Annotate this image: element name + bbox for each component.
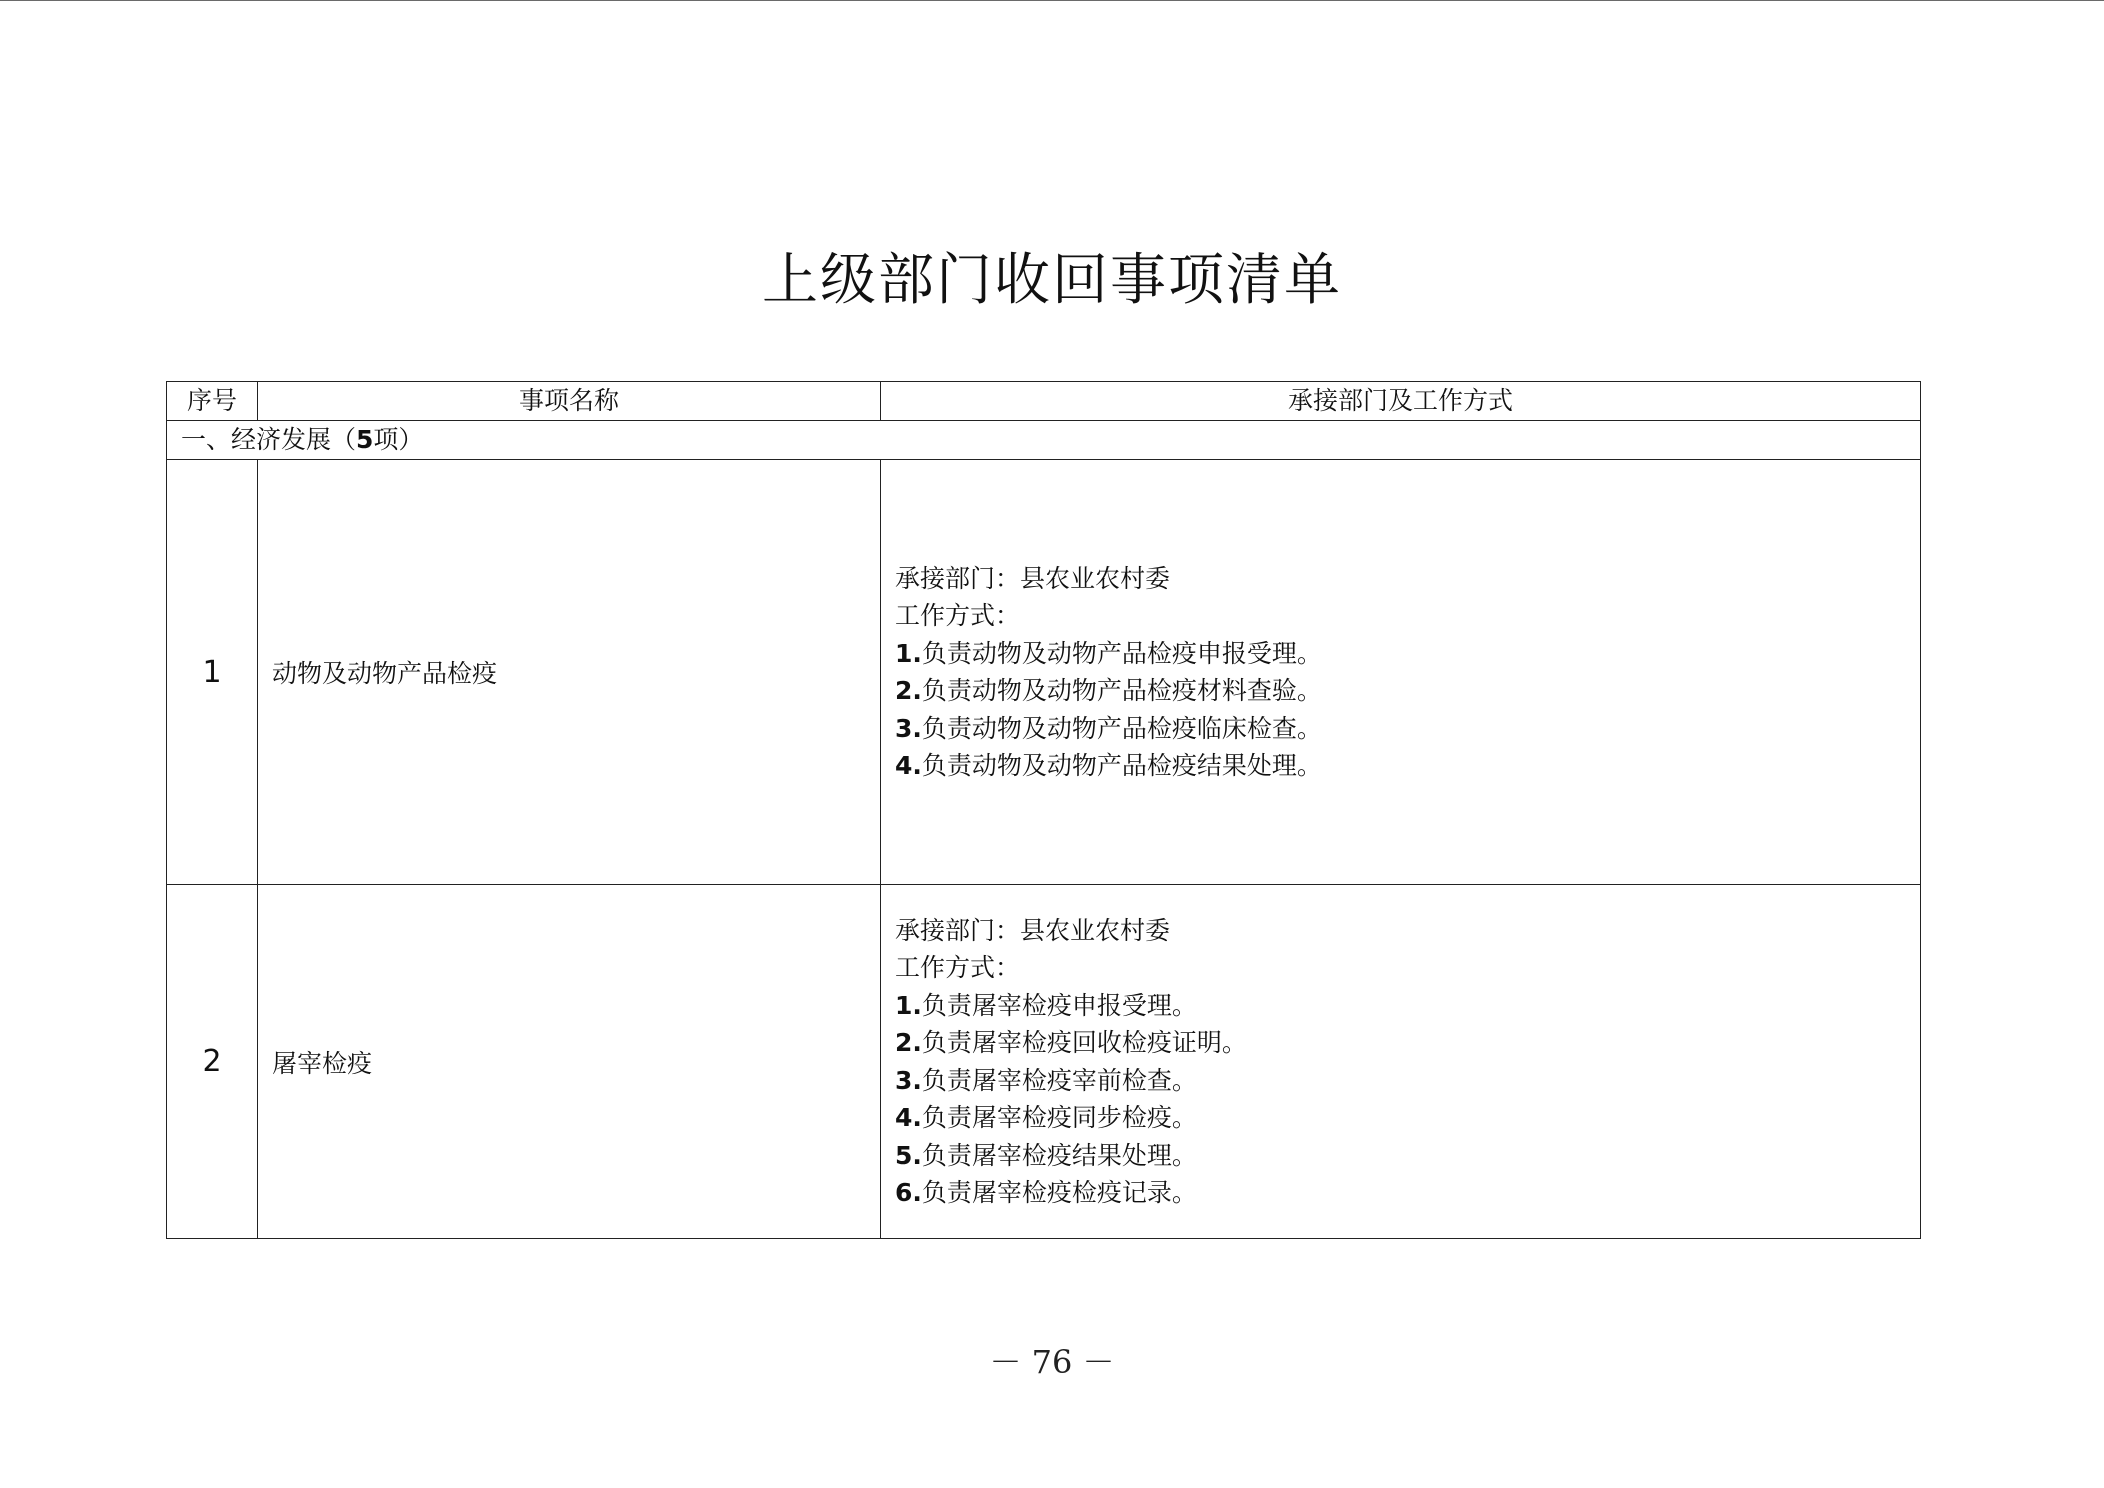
method-label: 工作方式： <box>895 953 1021 982</box>
row-item-name: 动物及动物产品检疫 <box>258 460 881 885</box>
method-step <box>895 747 1920 785</box>
top-border-line <box>0 0 2104 1</box>
header-seq: 序号 <box>167 382 258 421</box>
step-text: 负责屠宰检疫申报受理。 <box>921 990 1197 1020</box>
page-title: 上级部门收回事项清单 <box>762 248 1342 313</box>
category-prefix: 一、经济发展（ <box>181 425 357 454</box>
step-number: 4. <box>895 751 922 780</box>
row-seq: 2 <box>167 885 258 1239</box>
method-label: 工作方式： <box>895 601 1021 630</box>
step-number: 2. <box>895 676 922 705</box>
table-row <box>167 885 1921 1239</box>
method-step <box>895 672 1920 710</box>
method-step <box>895 710 1920 748</box>
step-text: 负责动物及动物产品检疫材料查验。 <box>921 676 1322 705</box>
method-step <box>895 635 1920 673</box>
header-item-name: 事项名称 <box>258 382 881 421</box>
step-number: 5. <box>895 1140 922 1170</box>
category-row <box>167 421 1921 460</box>
method-step <box>895 1024 1920 1062</box>
header-dept-method: 承接部门及工作方式 <box>881 382 1921 421</box>
row-seq: 1 <box>167 460 258 885</box>
method-step <box>895 1099 1920 1137</box>
table-row <box>167 460 1921 885</box>
row-dept-method <box>881 460 1921 885</box>
step-number: 1. <box>895 990 922 1020</box>
step-text: 负责动物及动物产品检疫申报受理。 <box>921 638 1322 668</box>
items-table <box>166 381 1921 1239</box>
method-step <box>895 1062 1920 1100</box>
category-label <box>167 421 1921 460</box>
step-text: 负责动物及动物产品检疫结果处理。 <box>921 751 1322 780</box>
row-item-name: 屠宰检疫 <box>258 885 881 1239</box>
method-step <box>895 987 1920 1025</box>
method-step <box>895 1174 1920 1212</box>
dept-line: 承接部门：县农业农村委 <box>895 915 1171 945</box>
step-text: 负责屠宰检疫同步检疫。 <box>921 1103 1197 1132</box>
table-header-row <box>167 382 1921 421</box>
step-text: 负责屠宰检疫回收检疫证明。 <box>921 1028 1247 1057</box>
step-number: 3. <box>895 1065 922 1095</box>
page-number: － 76 － <box>989 1343 1115 1381</box>
step-number: 3. <box>895 713 922 743</box>
step-text: 负责屠宰检疫检疫记录。 <box>921 1178 1197 1207</box>
row-dept-method <box>881 885 1921 1239</box>
step-text: 负责动物及动物产品检疫临床检查。 <box>921 713 1322 743</box>
step-text: 负责屠宰检疫结果处理。 <box>921 1140 1197 1170</box>
step-text: 负责屠宰检疫宰前检查。 <box>921 1065 1197 1095</box>
category-suffix: 项） <box>373 425 424 454</box>
step-number: 2. <box>895 1028 922 1057</box>
step-number: 6. <box>895 1178 922 1207</box>
step-number: 4. <box>895 1103 922 1132</box>
step-number: 1. <box>895 638 922 668</box>
category-count: 5 <box>356 425 374 454</box>
method-step <box>895 1137 1920 1175</box>
dept-line: 承接部门：县农业农村委 <box>895 563 1171 593</box>
